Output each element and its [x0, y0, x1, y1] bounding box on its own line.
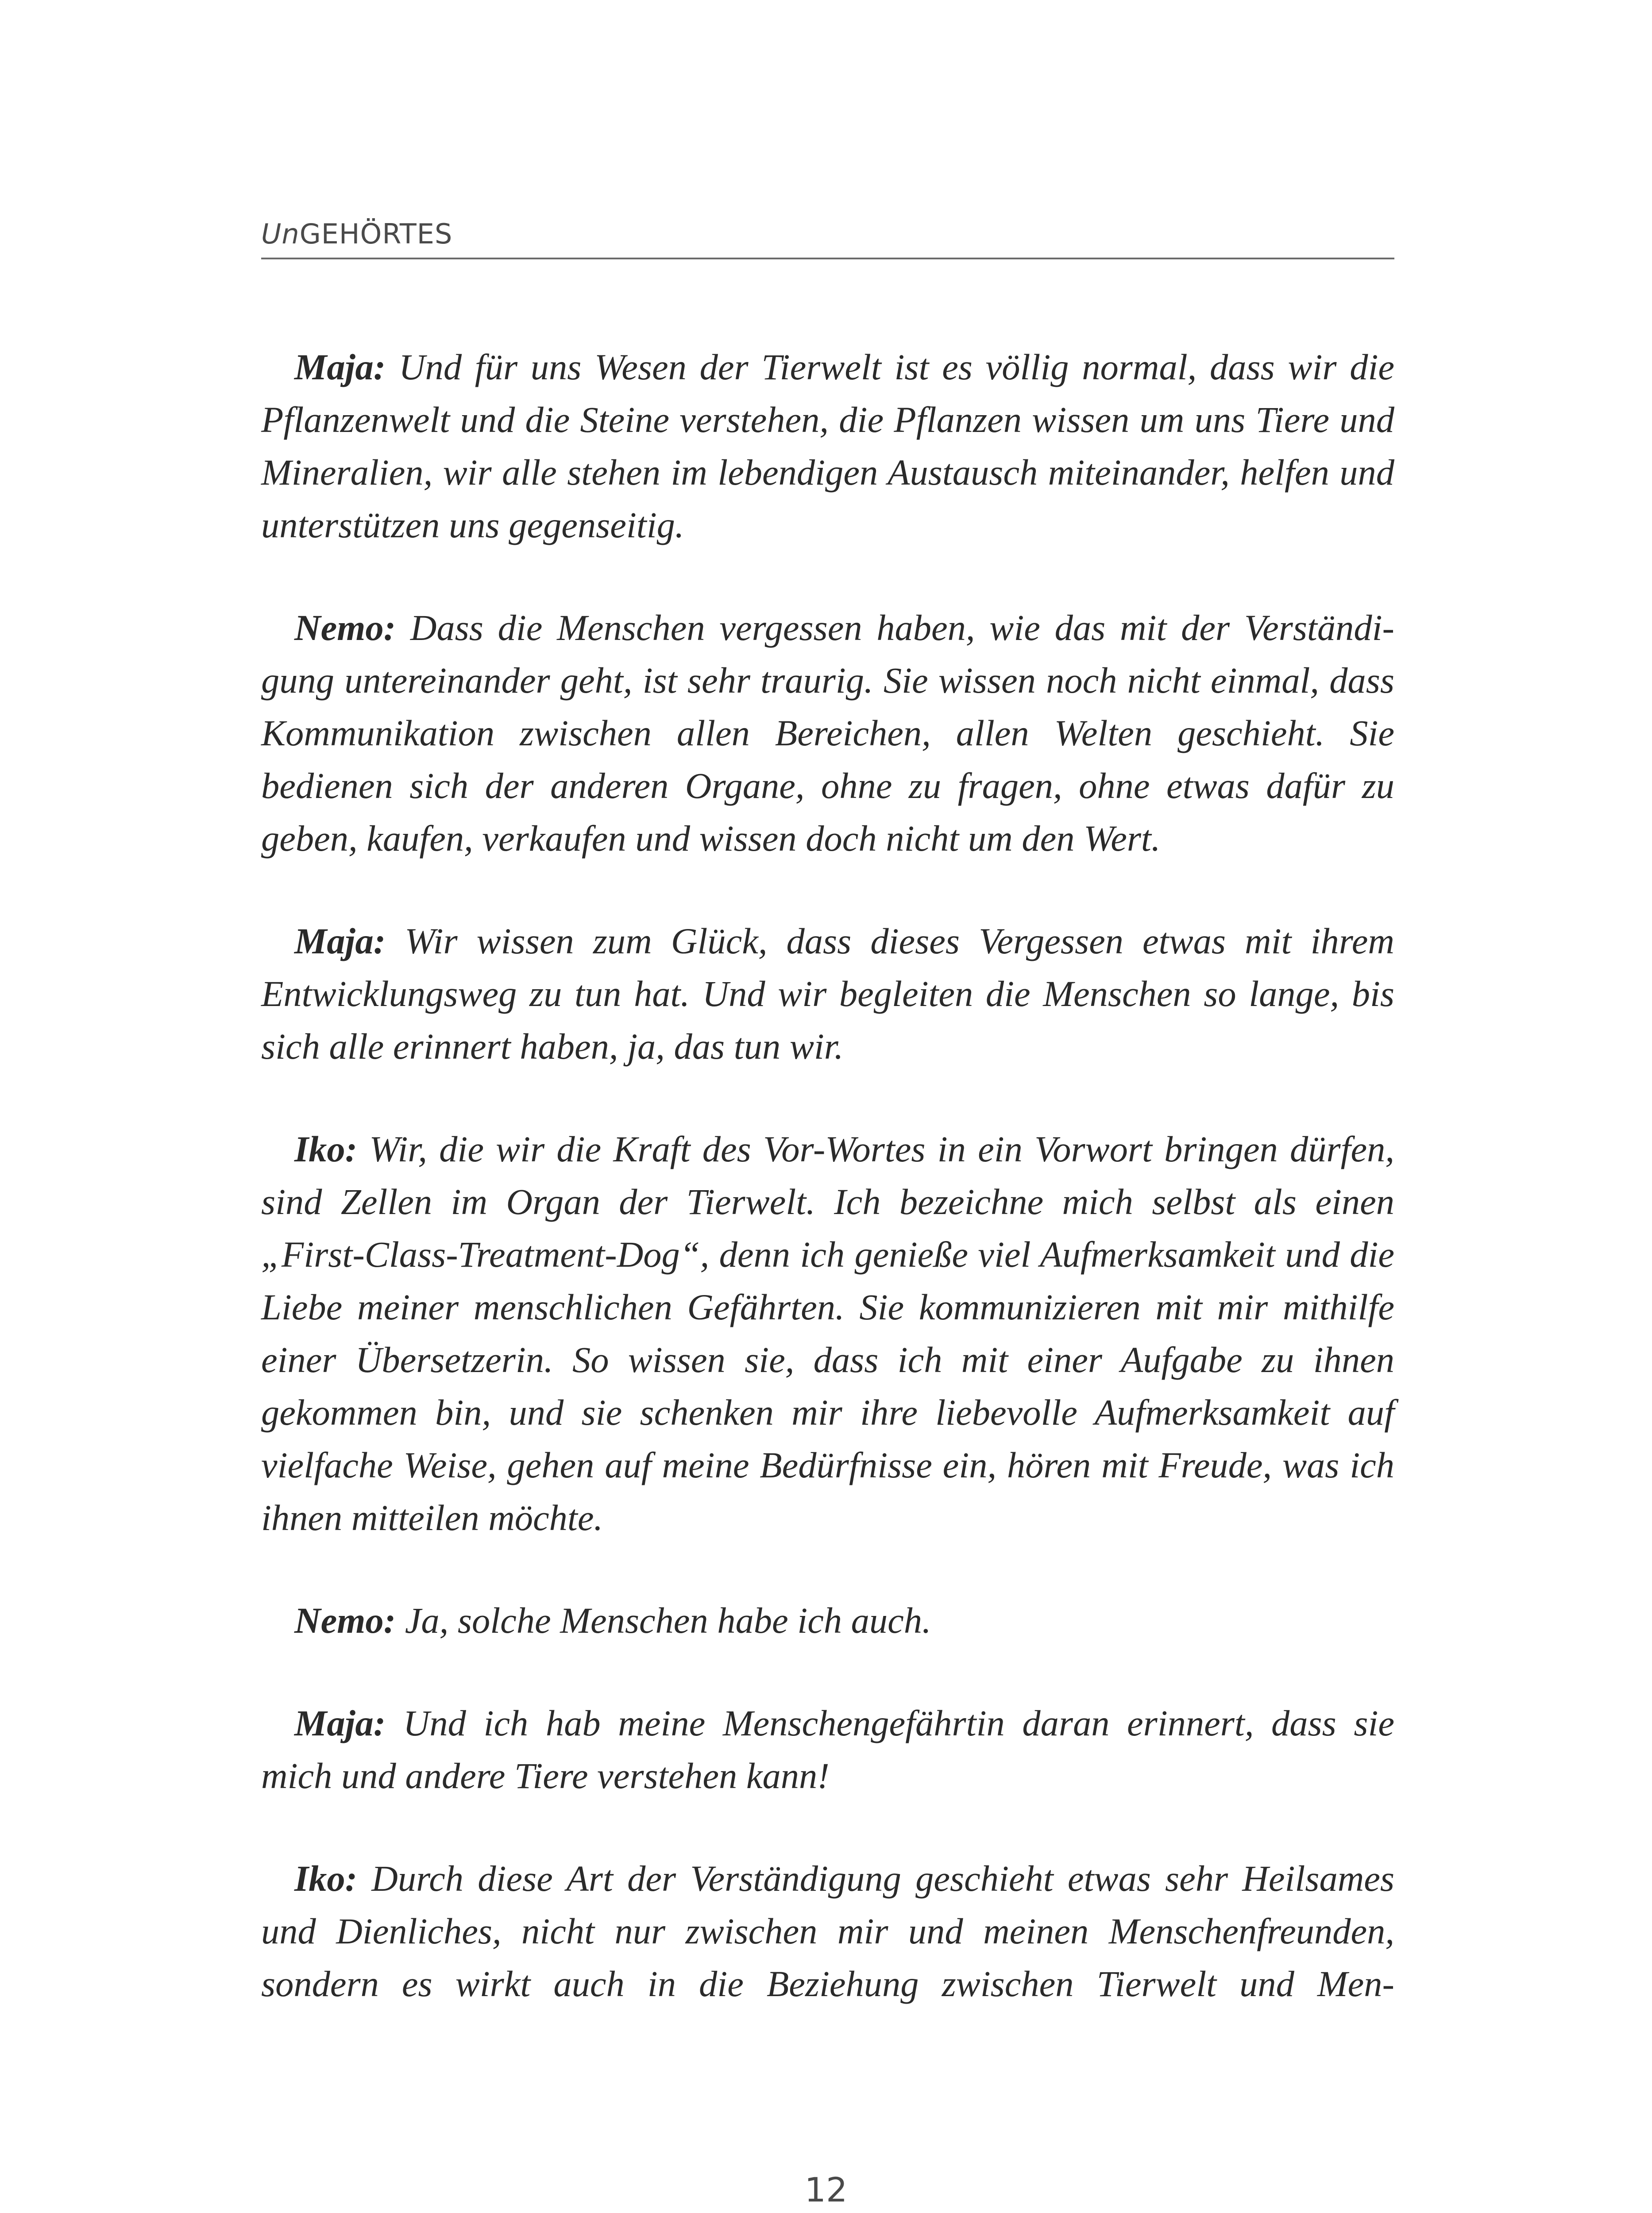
dialogue-text: Und für uns Wesen der Tierwelt ist es völlig normal, dass wir die Pflanzenwelt und die Steine verstehen, die Pflanzen wissen um uns Tiere und Mineralien, wir alle stehen im lebendigen Austausch miteinander, helfen und unterstützen uns gegenseitig.	[261, 347, 1394, 545]
dialogue-paragraph	[261, 1852, 1394, 2010]
dialogue-paragraph	[261, 1123, 1394, 1544]
dialogue-paragraph	[261, 341, 1394, 551]
dialogue-text: Dass die Menschen vergessen haben, wie das mit der Verständigung untereinander geht, ist sehr traurig. Sie wissen noch nicht einmal, dass Kommunikation zwischen allen Bereichen, allen Welten geschieht. Sie bedienen sich der anderen Organe, ohne zu fragen, ohne etwas dafür zu geben, kaufen, verkaufen und wissen doch nicht um den Wert.	[261, 607, 1395, 859]
speaker-name: Maja:	[294, 921, 386, 961]
book-title	[261, 220, 452, 248]
page-body	[261, 341, 1394, 2010]
speaker-name: Nemo:	[294, 607, 396, 648]
dialogue-paragraph	[261, 1697, 1394, 1802]
dialogue-paragraph	[261, 915, 1394, 1073]
book-title-prefix: Un	[261, 218, 300, 250]
page-number: 12	[804, 2170, 848, 2209]
speaker-name: Iko:	[294, 1858, 358, 1899]
dialogue-paragraph	[261, 601, 1394, 865]
dialogue-text: Durch diese Art der Verständigung geschieht etwas sehr Heilsames und Dienliches, nicht nur zwischen mir und meinen Menschenfreunden, sondern es wirkt auch in die Beziehung zwischen Tierwelt und Men-	[261, 1858, 1394, 2004]
book-title-rest: GEHÖRTES	[299, 218, 453, 250]
speaker-name: Nemo:	[294, 1600, 396, 1641]
dialogue-text: Wir, die wir die Kraft des Vor-Wortes in ein Vorwort bringen dürfen, sind Zellen im Organ der Tierwelt. Ich bezeichne mich selbst als einen „First-Class-Treatment-Dog“, denn ich genieße viel Aufmerksamkeit und die Liebe meiner menschlichen Gefährten. Sie kommunizieren mit mir mithilfe einer Übersetzerin. So wissen sie, dass ich mit einer Aufgabe zu ihnen gekommen bin, und sie schenken mir ihre liebevolle Aufmerksamkeit auf vielfache Weise, gehen auf meine Bedürfnisse ein, hören mit Freude, was ich ihnen mitteilen möchte.	[261, 1129, 1395, 1538]
speaker-name: Maja:	[294, 1703, 386, 1743]
dialogue-text: Ja, solche Menschen habe ich auch.	[405, 1600, 931, 1641]
dialogue-text: Wir wissen zum Glück, dass dieses Vergessen etwas mit ihrem Entwicklungsweg zu tun hat. Und wir begleiten die Menschen so lange, bis sich alle erinnert haben, ja, das tun wir.	[261, 921, 1394, 1067]
running-header	[261, 217, 1394, 259]
speaker-name: Maja:	[294, 347, 386, 387]
speaker-name: Iko:	[294, 1129, 358, 1169]
dialogue-paragraph	[261, 1594, 1394, 1647]
dialogue-text: Und ich hab meine Menschengefährtin daran erinnert, dass sie mich und andere Tiere verstehen kann!	[261, 1703, 1394, 1796]
